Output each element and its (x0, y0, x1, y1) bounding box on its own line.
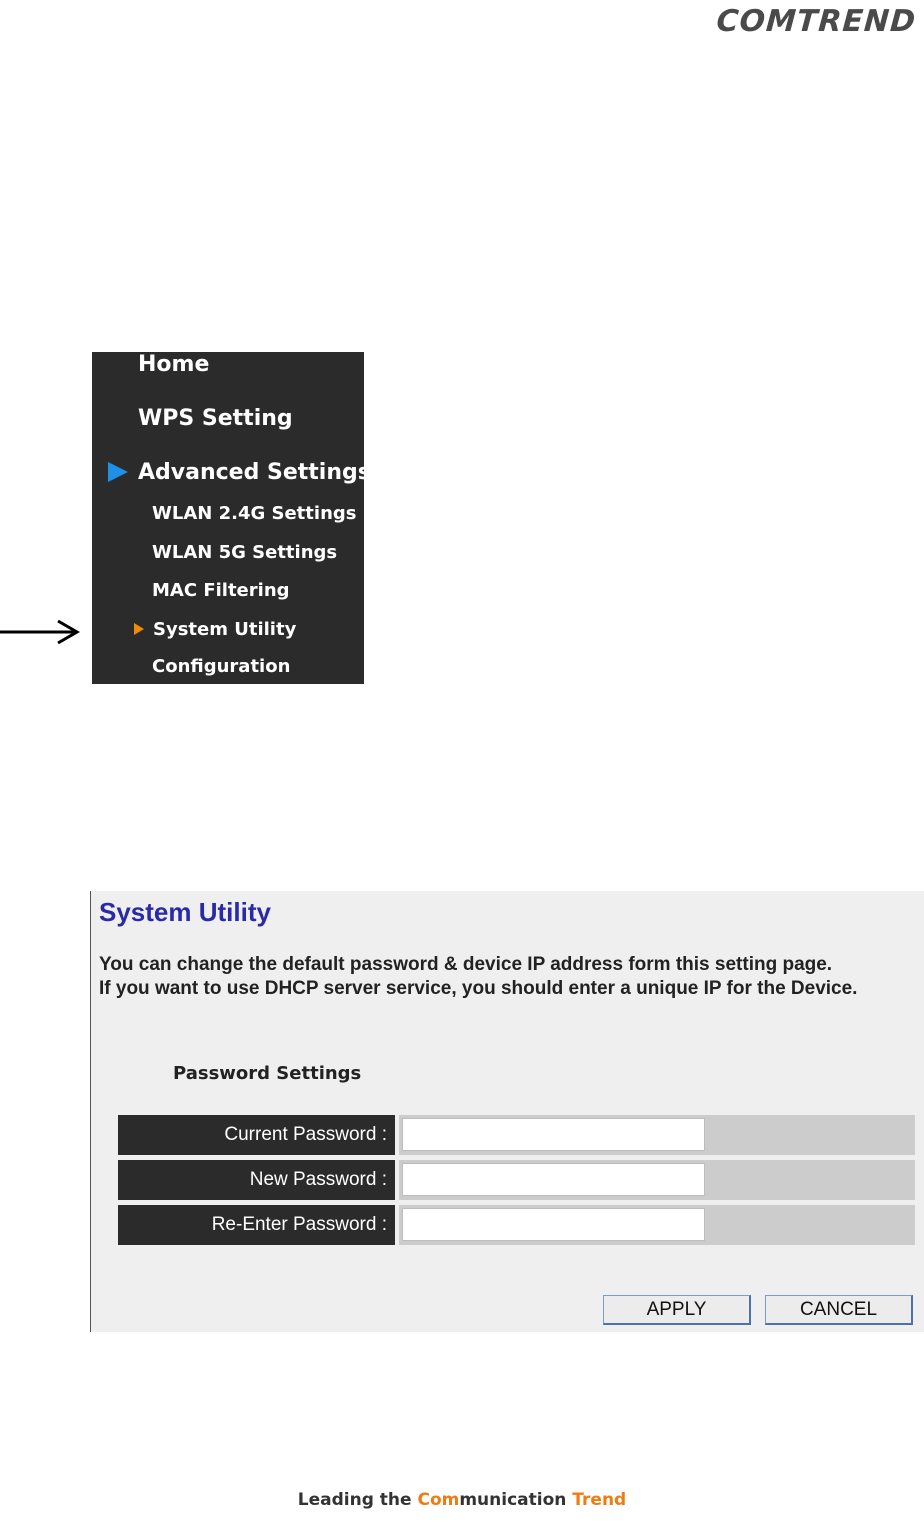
reenter-password-input[interactable] (402, 1208, 705, 1241)
page-title: System Utility (99, 897, 271, 927)
menu-item-system-utility[interactable]: System Utility (153, 619, 297, 640)
menu-item-mac-filtering[interactable]: MAC Filtering (152, 580, 290, 601)
menu-item-wps-setting[interactable]: WPS Setting (138, 406, 293, 431)
footer-text-2: Com (417, 1490, 460, 1510)
cancel-button[interactable]: CANCEL (765, 1295, 913, 1325)
footer-text-1: Leading the (297, 1490, 418, 1510)
menu-item-home[interactable]: Home (138, 352, 210, 377)
footer-slogan (0, 1490, 924, 1510)
menu-item-advanced-settings[interactable]: Advanced Settings (138, 460, 371, 485)
menu-item-configuration[interactable]: Configuration (152, 656, 291, 677)
apply-button[interactable]: APPLY (603, 1295, 751, 1325)
new-password-label: New Password : (118, 1160, 395, 1200)
footer-text-4: Trend (572, 1490, 627, 1510)
footer-text-3: munication (459, 1490, 573, 1510)
new-password-cell (399, 1160, 915, 1200)
pointer-arrow-icon (0, 618, 80, 646)
form-row-current-password (118, 1115, 915, 1155)
menu-item-wlan-24g-settings[interactable]: WLAN 2.4G Settings (152, 503, 357, 524)
menu-item-wlan-5g-settings[interactable]: WLAN 5G Settings (152, 542, 338, 563)
sidebar-menu (92, 352, 371, 684)
form-row-reenter-password (118, 1205, 915, 1245)
blue-triangle-icon (108, 462, 128, 482)
description-line-1: You can change the default password & device IP address form this setting page. (99, 954, 833, 975)
section-heading-password: Password Settings (173, 1063, 362, 1084)
reenter-password-cell (399, 1205, 915, 1245)
page-description (99, 953, 857, 1001)
orange-triangle-icon (134, 623, 144, 635)
system-utility-panel (90, 891, 924, 1332)
comtrend-logo: COMTREND (715, 4, 918, 39)
current-password-input[interactable] (402, 1118, 705, 1151)
description-line-2: If you want to use DHCP server service, you should enter a unique IP for the Device. (99, 978, 858, 999)
new-password-input[interactable] (402, 1163, 705, 1196)
reenter-password-label: Re-Enter Password : (118, 1205, 395, 1245)
current-password-cell (399, 1115, 915, 1155)
form-row-new-password (118, 1160, 915, 1200)
current-password-label: Current Password : (118, 1115, 395, 1155)
